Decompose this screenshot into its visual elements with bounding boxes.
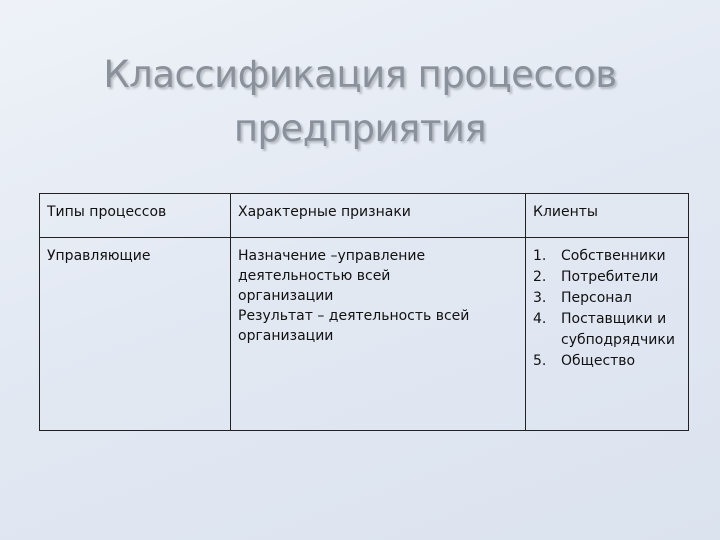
header-cell-process-types: Типы процессов <box>40 194 231 238</box>
cell-process-type: Управляющие <box>40 238 231 431</box>
list-item-line: Общество <box>561 353 636 369</box>
list-item-line: Потребители <box>561 269 659 285</box>
features-line: Назначение –управление <box>238 248 426 264</box>
features-line: Результат – деятельность всей <box>238 308 470 324</box>
table-row <box>40 238 689 431</box>
list-item-line: Собственники <box>561 248 666 264</box>
list-item-line: Персонал <box>561 290 632 306</box>
features-line: организации <box>238 328 334 344</box>
clients-list <box>533 246 682 372</box>
list-item <box>533 288 682 309</box>
cell-features <box>231 238 526 431</box>
list-item-number: 1. <box>533 248 547 264</box>
list-item-line: Поставщики и <box>561 311 667 327</box>
list-item <box>533 309 682 351</box>
list-item-text <box>561 351 635 372</box>
header-cell-features: Характерные признаки <box>231 194 526 238</box>
list-item-text <box>561 267 658 288</box>
slide-title <box>40 48 680 156</box>
list-item-text <box>561 246 666 267</box>
features-line: деятельностью всей <box>238 268 391 284</box>
list-item-text <box>561 288 632 309</box>
list-item <box>533 351 682 372</box>
list-item-number: 2. <box>533 269 547 285</box>
slide-title-line-2: предприятия <box>233 107 487 150</box>
features-line: организации <box>238 288 334 304</box>
list-item <box>533 246 682 267</box>
header-cell-clients: Клиенты <box>526 194 689 238</box>
process-classification-table <box>39 193 689 431</box>
table-header-row <box>40 194 689 238</box>
list-item-line: субподрядчики <box>561 332 675 348</box>
list-item-number: 5. <box>533 353 547 369</box>
list-item-text <box>561 309 675 351</box>
list-item-number: 4. <box>533 311 547 327</box>
list-item-number: 3. <box>533 290 547 306</box>
list-item <box>533 267 682 288</box>
slide-title-line-1: Классификация процессов <box>103 53 617 96</box>
cell-clients <box>526 238 689 431</box>
